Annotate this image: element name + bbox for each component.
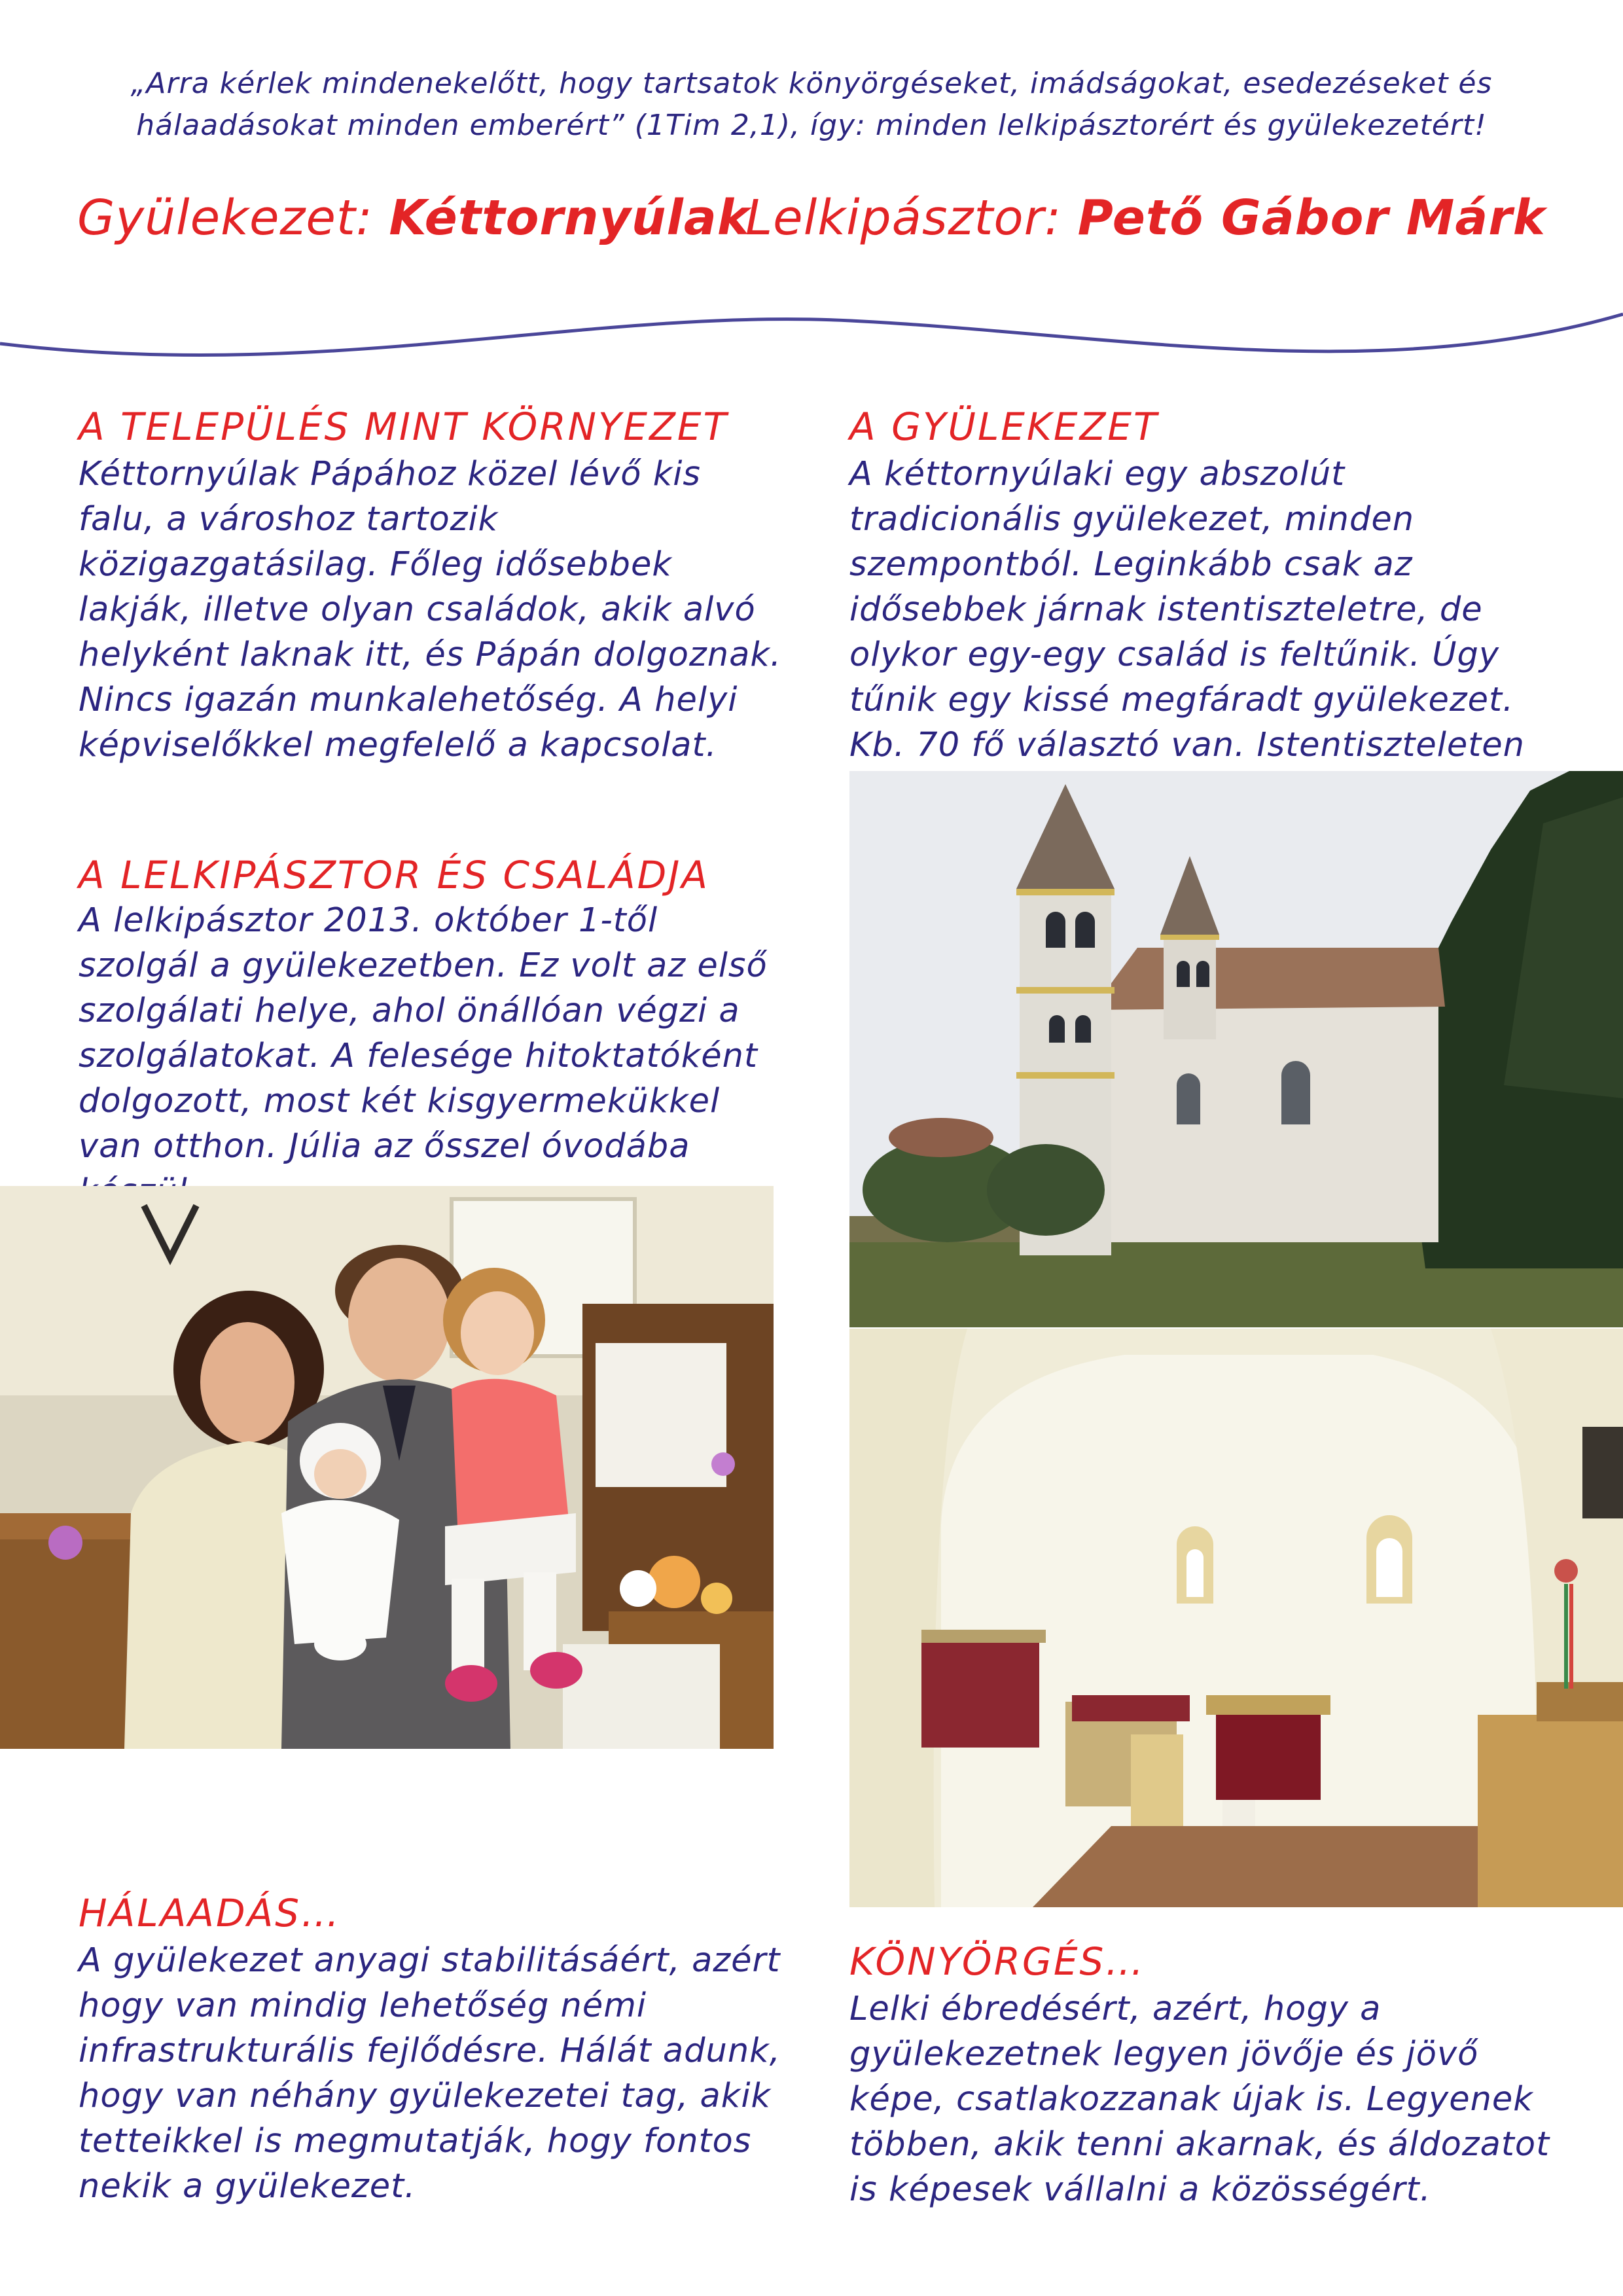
- pastor-header: [745, 190, 1546, 246]
- wave-divider: [0, 275, 1623, 380]
- church-exterior-photo: [849, 771, 1623, 1327]
- congregation-text: A kéttornyúlaki egy abszolút tradicionális gyülekezet, minden szempontból. Leginkább csak az idősebbek járnak istentiszteletre, de olykor egy-egy család is feltűnik. Úgy tűnik egy kissé megfáradt gyülekezet. Kb. 70 fő választó van. Istentiszteleten: [849, 455, 1525, 764]
- congregation-header: [77, 190, 750, 246]
- pastor-family-text: A lelkipásztor 2013. október 1-től szolgál a gyülekezetben. Ez volt az első szolgálati helye, ahol önállóan végzi a szolgálatokat. A felesége hitoktatóként dolgozott, most két kisgyermekükkel van otthon. Júlia az ősszel óvodába: [79, 901, 768, 1166]
- supplication-heading: KÖNYÖRGÉS…: [849, 1939, 1146, 1984]
- congregation-label: Gyülekezet:: [77, 190, 373, 246]
- congregation-name: Kéttornyúlak: [389, 190, 751, 246]
- thanksgiving-text: A gyülekezet anyagi stabilitásáért, azért hogy van mindig lehetőség némi infrastrukturális fejlődésre. Hálát adunk, hogy van néhány gyülekezetei tag, akik tetteikkel is megmutatják, hogy fontos nekik a gyülekezet.: [79, 1941, 781, 2206]
- bible-quote: „Arra kérlek mindenekelőtt, hogy tartsatok könyörgéseket, imádságokat, esedezéseket és hálaadásokat minden emberért” (1Tim 2,1), így: minden lelkipásztorért és gyülekezetért!: [130, 67, 1493, 142]
- thanksgiving-heading: HÁLAADÁS…: [79, 1891, 342, 1935]
- pastor-name: Pető Gábor Márk: [1077, 190, 1546, 246]
- supplication-text: Lelki ébredésért, azért, hogy a gyülekezetnek legyen jövője és jövő képe, csatlakozzanak újak is. Legyenek többen, akik tenni akarnak, és áldozatot is képesek vállalni a közösségért.: [849, 1990, 1550, 2209]
- pastor-family-heading: A LELKIPÁSZTOR ÉS CSALÁDJA: [79, 853, 710, 897]
- congregation-heading: A GYÜLEKEZET: [849, 404, 1159, 449]
- settlement-text: Kéttornyúlak Pápához közel lévő kis falu, a városhoz tartozik közigazgatásilag. Főleg idősebbek lakják, illetve olyan családok, akik alvó helyként laknak itt, és Pápán dolgoznak. Nincs igazán munkalehetőség. A helyi képviselőkkel megfelelő a kapcsolat.: [79, 455, 782, 764]
- family-photo: [0, 1186, 774, 1749]
- settlement-heading: A TELEPÜLÉS MINT KÖRNYEZET: [79, 404, 728, 449]
- church-interior-photo: [849, 1329, 1623, 1907]
- pastor-label: Lelkipásztor:: [745, 190, 1062, 246]
